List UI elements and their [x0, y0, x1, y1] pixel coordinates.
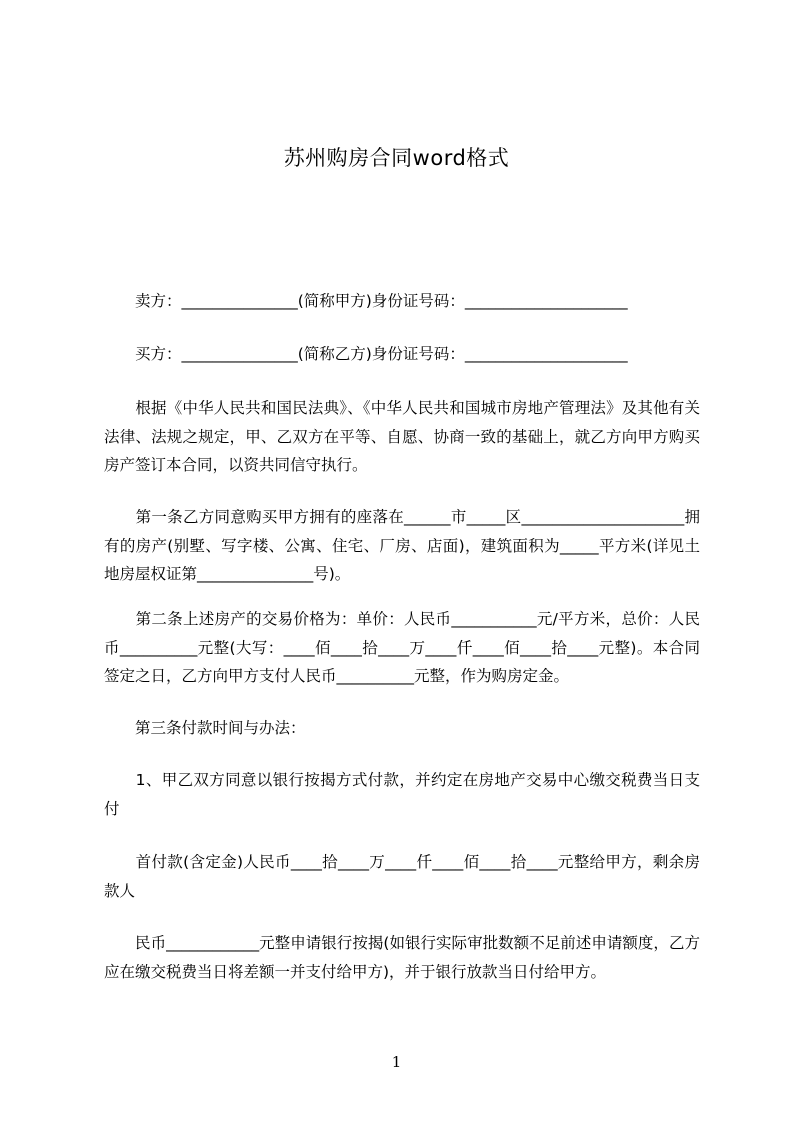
preamble-paragraph: 根据《中华人民共和国民法典》、《中华人民共和国城市房地产管理法》及其他有关法律、法规之规定，甲、乙双方在平等、自愿、协商一致的基础上，就乙方向甲方购买房产签订本合同，以资共同信守执行。	[104, 399, 700, 474]
article-1-paragraph: 第一条乙方同意购买甲方拥有的座落在______市_____区_____________________拥有的房产(别墅、写字楼、公寓、住宅、厂房、店面)，建筑面积为_____平方米(详见土地房屋权证第_______________号)。	[104, 508, 700, 583]
seller-line: 卖方：_______________(简称甲方)身份证号码：_____________________	[104, 292, 628, 310]
mortgage-paragraph: 民币____________元整申请银行按揭(如银行实际审批数额不足前述申请额度，乙方应在缴交税费当日将差额一并支付给甲方)，并于银行放款当日付给甲方。	[104, 934, 700, 981]
payment-clause-1: 1、甲乙双方同意以银行按揭方式付款，并约定在房地产交易中心缴交税费当日支付	[104, 771, 700, 818]
article-2-paragraph: 第二条上述房产的交易价格为：单价：人民币___________元/平方米，总价：人民币__________元整(大写：____佰____拾____万____仟____佰____拾____元整)。本合同签定之日，乙方向甲方支付人民币__________元整，作为购房定金。	[104, 610, 700, 685]
down-payment-paragraph: 首付款(含定金)人民币____拾____万____仟____佰____拾____元整给甲方，剩余房款人	[104, 853, 700, 900]
buyer-line: 买方：_______________(简称乙方)身份证号码：_____________________	[104, 345, 628, 363]
article-3-heading: 第三条付款时间与办法：	[104, 719, 306, 737]
document-title: 苏州购房合同word格式	[283, 146, 510, 170]
page-number: 1	[391, 1053, 402, 1071]
